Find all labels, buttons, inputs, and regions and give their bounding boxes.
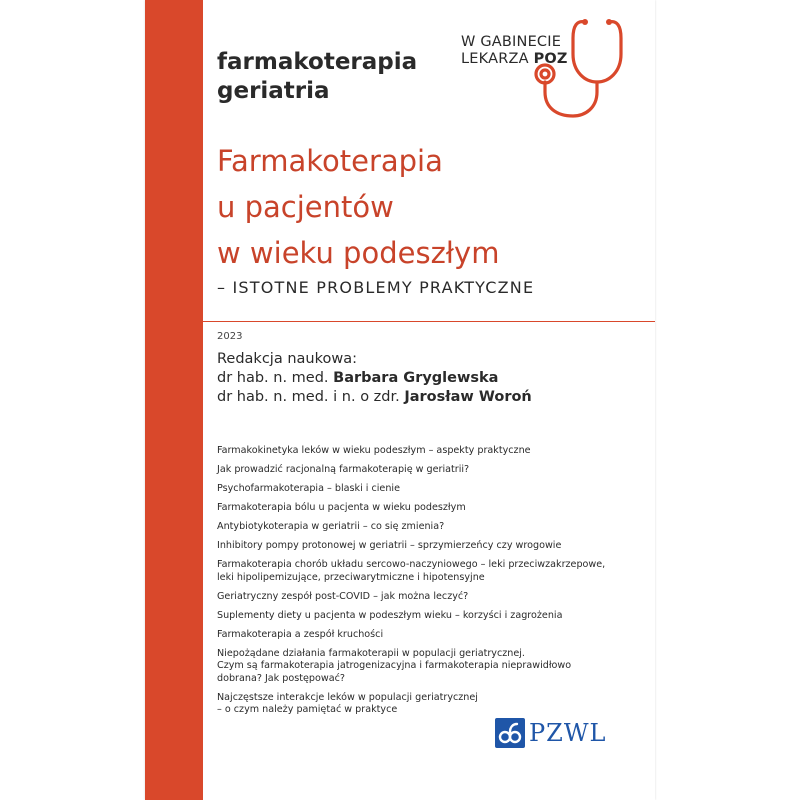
editor-1: [217, 369, 532, 388]
toc-item-line: leki hipolipemizujące, przeciwarytmiczne i hipotensyjne: [217, 571, 485, 583]
toc-item: [217, 502, 647, 515]
badge-line-1: W GABINECIE: [461, 34, 562, 50]
toc-item: [217, 629, 647, 642]
toc-item-line: Farmakokinetyka leków w wieku podeszłym – aspekty praktyczne: [217, 445, 531, 456]
series-line-1: farmakoterapia: [217, 49, 418, 75]
toc-item: [217, 591, 647, 604]
toc-item: [217, 648, 647, 686]
editor-2-name: Jarosław Woroń: [404, 389, 532, 405]
editor-1-name: Barbara Gryglewska: [333, 370, 499, 386]
book-cover: [145, 0, 655, 800]
toc-item-line: Niepożądane działania farmakoterapii w populacji geriatrycznej.: [217, 647, 525, 659]
toc-item-line: Farmakoterapia bólu u pacjenta w wieku podeszłym: [217, 502, 466, 513]
toc-item-line: Geriatryczny zespół post-COVID – jak można leczyć?: [217, 590, 469, 602]
toc-item: [217, 559, 647, 584]
badge-line-2-bold: POZ: [533, 51, 568, 67]
editor-2-prefix: dr hab. n. med. i n. o zdr.: [217, 389, 400, 405]
stethoscope-icon: [533, 12, 633, 124]
editor-1-prefix: dr hab. n. med.: [217, 370, 329, 386]
title-line-2: u pacjentów: [217, 190, 394, 224]
publication-year: 2023: [217, 331, 243, 342]
series-title: [217, 48, 417, 106]
publisher-logo-icon: [495, 718, 525, 748]
toc-item-line: Jak prowadzić racjonalną farmakoterapię w geriatrii?: [217, 464, 470, 475]
toc-item-line: dobrana? Jak postępować?: [217, 672, 345, 684]
toc-item: [217, 445, 647, 458]
toc-item-line: Antybiotykoterapia w geriatrii – co się zmienia?: [217, 521, 445, 532]
table-of-contents: [217, 445, 647, 723]
toc-item: [217, 540, 647, 553]
divider-line: [203, 321, 655, 322]
toc-item-line: Psychofarmakoterapia – blaski i cienie: [217, 483, 400, 494]
toc-item-line: Czym są farmakoterapia jatrogenizacyjna i farmakoterapia nieprawidłowo: [217, 660, 572, 671]
title-line-1: Farmakoterapia: [217, 144, 443, 178]
toc-item-line: Suplementy diety u pacjenta w podeszłym wieku – korzyści i zagrożenia: [217, 609, 563, 621]
toc-item: [217, 464, 647, 477]
editors-block: [217, 350, 532, 407]
title-line-3: w wieku podeszłym: [217, 236, 500, 270]
toc-item: [217, 610, 647, 623]
toc-item-line: Farmakoterapia a zespół kruchości: [217, 628, 384, 640]
series-line-2: geriatria: [217, 78, 330, 104]
toc-item-line: Najczęstsze interakcje leków w populacji geriatrycznej: [217, 691, 478, 703]
cover-red-band: [145, 0, 203, 800]
editor-2: [217, 388, 532, 407]
publisher-logo: [495, 718, 606, 748]
toc-item-line: – o czym należy pamiętać w praktyce: [217, 704, 398, 715]
toc-item-line: Inhibitory pompy protonowej w geriatrii – sprzymierzeńcy czy wrogowie: [217, 540, 562, 551]
toc-item: [217, 521, 647, 534]
toc-item: [217, 692, 647, 717]
toc-item: [217, 483, 647, 496]
toc-item-line: Farmakoterapia chorób układu sercowo-naczyniowego – leki przeciwzakrzepowe,: [217, 559, 606, 570]
book-title: [217, 138, 499, 276]
book-subtitle: – ISTOTNE PROBLEMY PRAKTYCZNE: [217, 278, 535, 297]
publisher-name: PZWL: [529, 719, 607, 747]
editors-label: Redakcja naukowa:: [217, 351, 357, 367]
badge-line-2-prefix: LEKARZA: [461, 51, 534, 67]
